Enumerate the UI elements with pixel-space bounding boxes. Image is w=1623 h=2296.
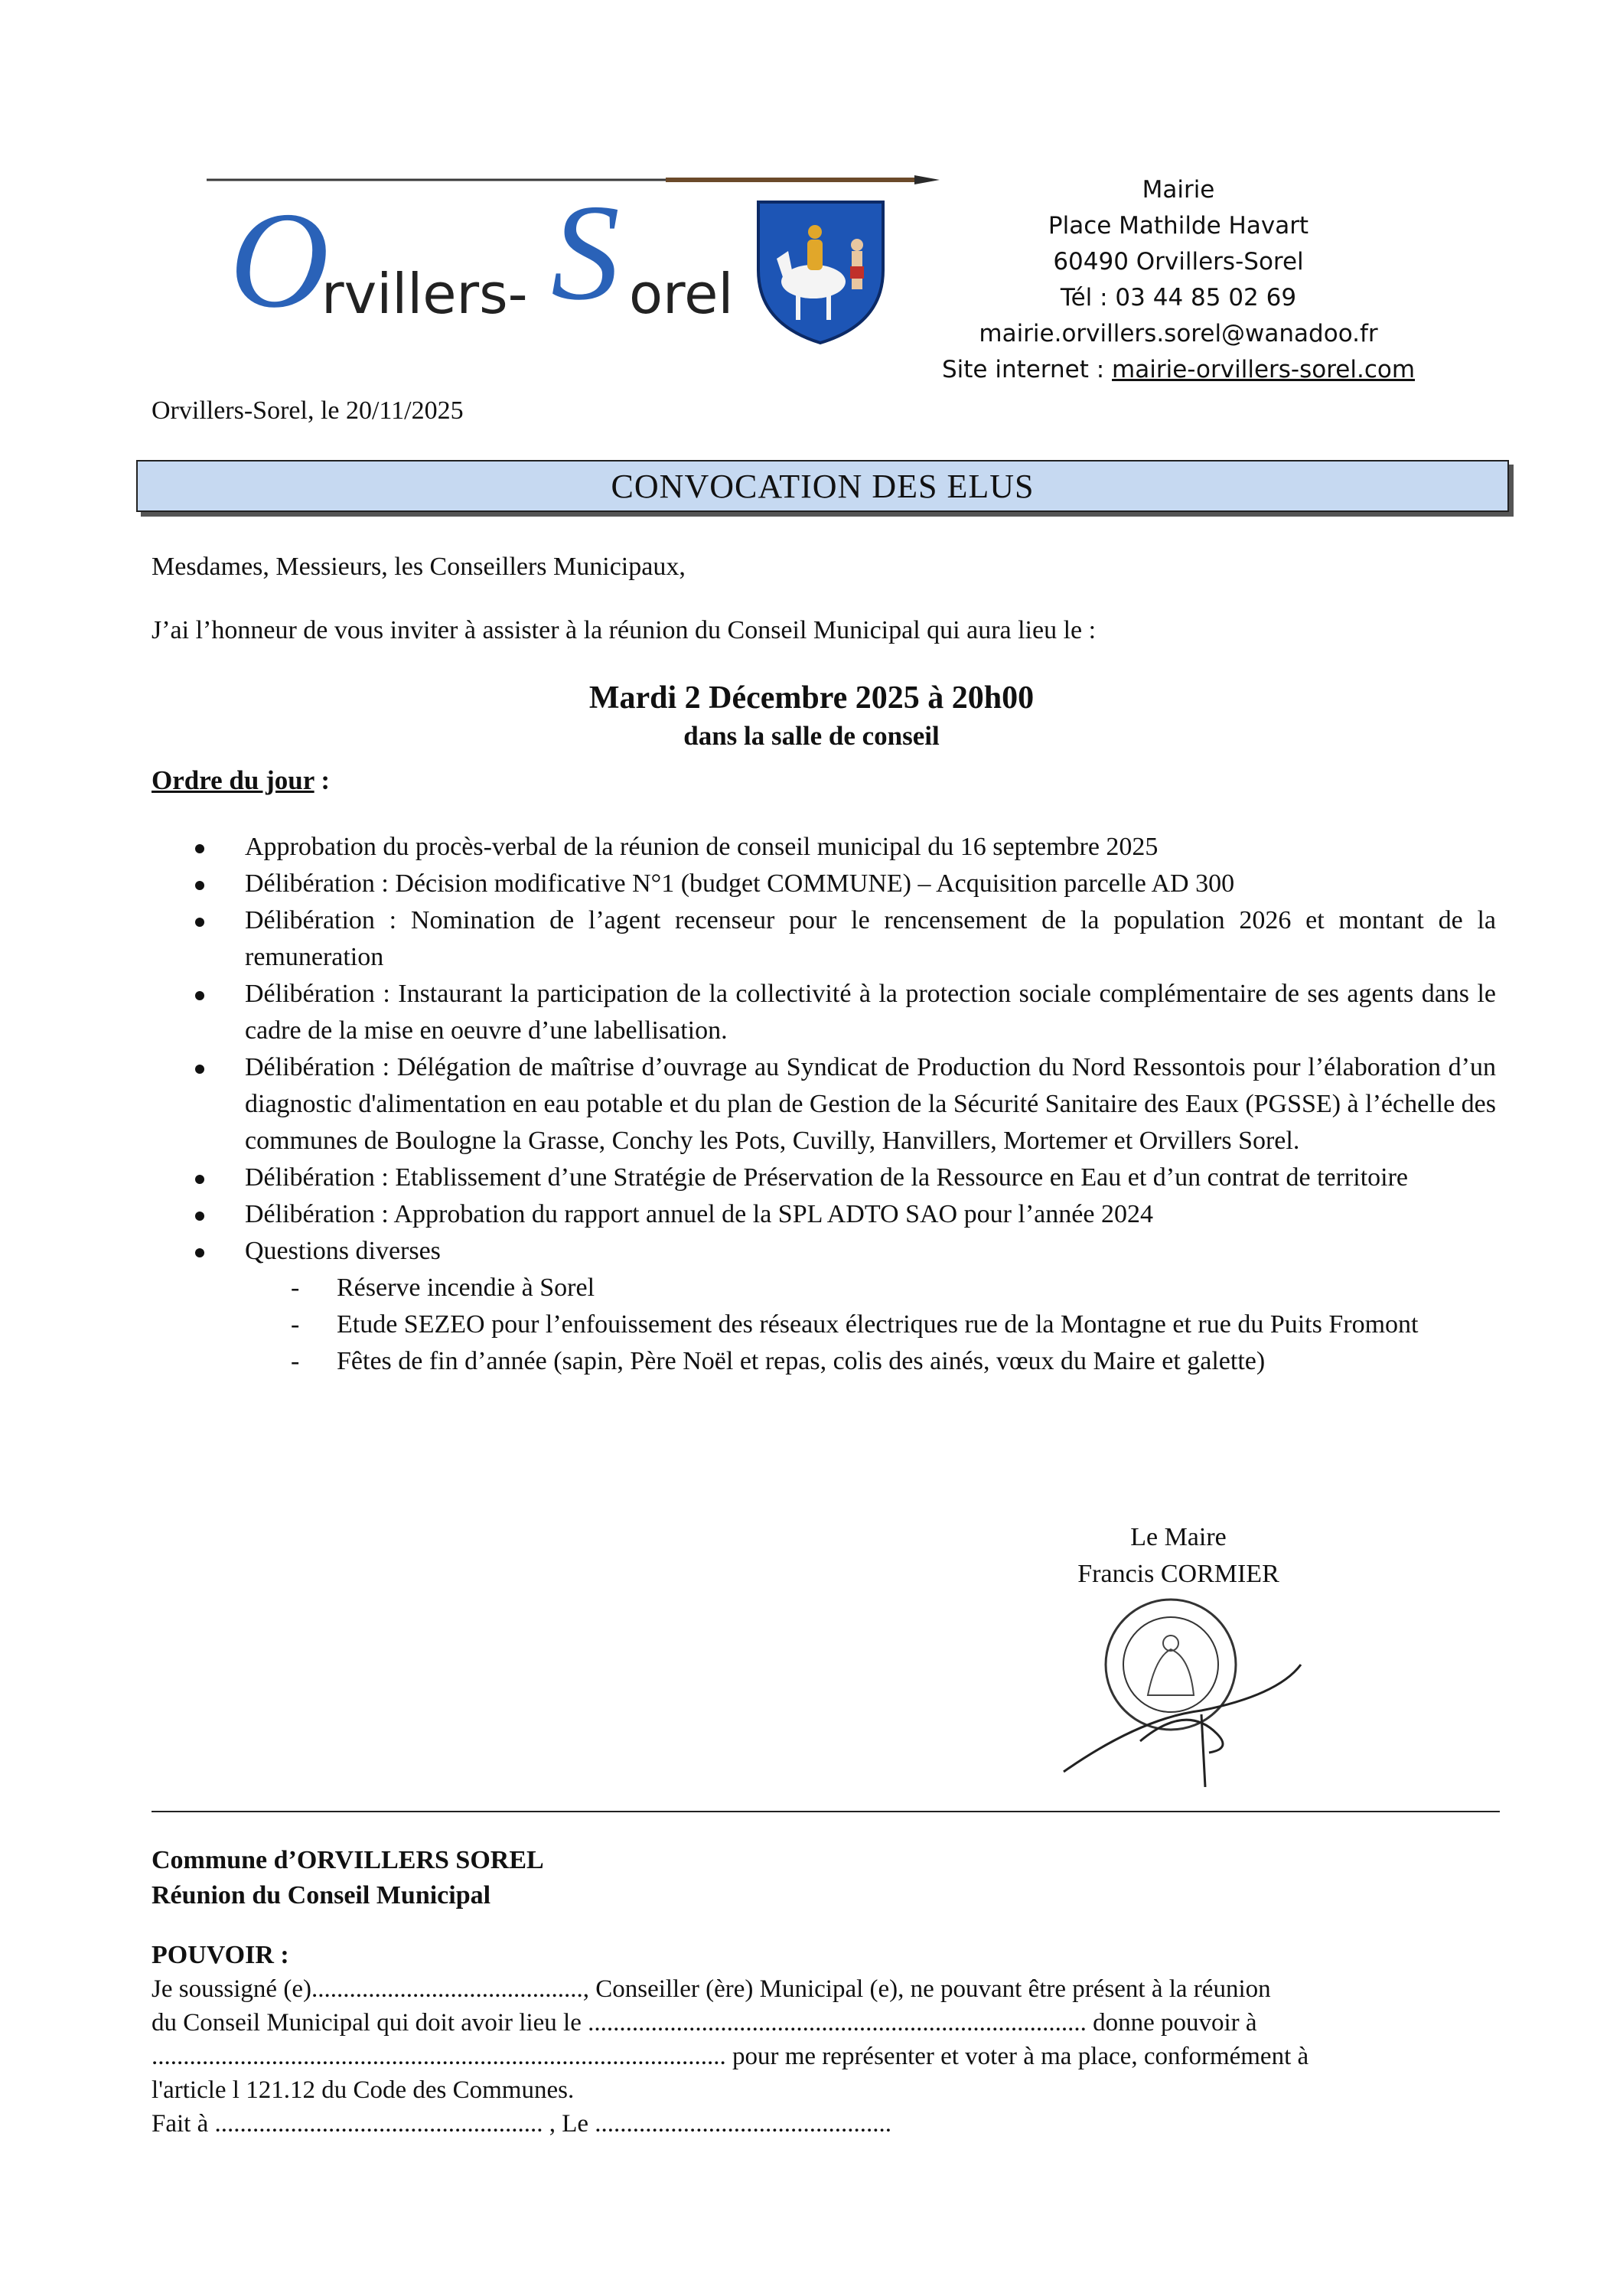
commune-name: Commune d’ORVILLERS SOREL [152, 1846, 544, 1874]
bullet-icon [195, 1065, 204, 1074]
bullet-icon [195, 844, 204, 853]
bullet-icon [195, 991, 204, 1000]
agenda-item: Délibération : Approbation du rapport annuel de la SPL ADTO SAO pour l’année 2024 [195, 1196, 1496, 1233]
meeting-place: dans la salle de conseil [683, 721, 940, 751]
logo-word-sorel: orel [629, 262, 734, 326]
sub-item: - Etude SEZEO pour l’enfouissement des réseaux électriques rue de la Montagne et rue du Puits Fromont [195, 1306, 1496, 1343]
name-field[interactable]: .......................................... [311, 1975, 577, 2003]
dash-icon: - [291, 1310, 300, 1339]
agenda-item: Délibération : Délégation de maîtrise d’ouvrage au Syndicat de Production du Nord Ressontois pour l’élaboration d’un diagnostic d'alimentation en eau potable et du plan de Gestion de la Sécurité Sanitaire des Eaux (PGSSE) à l’échelle des communes de Boulogne la Grasse, Conchy les Pots, Cuvilly, Hanvillers, Mortemer et Orvillers Sorel. [195, 1049, 1496, 1159]
signer-role: Le Maire [1130, 1523, 1227, 1551]
commune-block [152, 1843, 544, 1913]
sub-item: - Réserve incendie à Sorel [195, 1270, 1496, 1306]
bullet-icon [195, 918, 204, 927]
pouvoir-line-4: l'article l 121.12 du Code des Communes. [152, 2076, 575, 2104]
coat-of-arms-icon [754, 197, 888, 347]
mairie-stamp-and-signature [1048, 1588, 1309, 1787]
document-title: CONVOCATION DES ELUS [136, 460, 1509, 512]
pouvoir-title: POUVOIR : [152, 1941, 289, 1969]
pouvoir-line-2: du Conseil Municipal qui doit avoir lieu le ............................................................................... donne pouvoir à [152, 2009, 1257, 2037]
pouvoir-line-5: Fait à .................................................... , Le ............................................... [152, 2110, 892, 2138]
mairie-address [903, 172, 1454, 388]
invitation-text: J’ai l’honneur de vous inviter à assister à la réunion du Conseil Municipal qui aura lieu le : [152, 616, 1097, 644]
ordre-label: Ordre du jour [152, 765, 314, 795]
mairie-website-line [903, 352, 1454, 388]
letter-date: Orvillers-Sorel, le 20/11/2025 [152, 396, 464, 425]
proxy-name-field[interactable]: ........................................................................................... [152, 2043, 726, 2070]
dash-icon: - [291, 1274, 300, 1302]
pouvoir-form [152, 1972, 1483, 2141]
mairie-street: Place Mathilde Havart [1048, 212, 1309, 240]
ordre-colon: : [314, 765, 331, 795]
mairie-city: 60490 Orvillers-Sorel [1053, 248, 1304, 276]
logo-initial-s: S [551, 176, 620, 328]
mairie-name: Mairie [1142, 176, 1215, 204]
date-field[interactable]: ............................................... [595, 2110, 892, 2138]
place-field[interactable]: .................................................... [214, 2110, 543, 2138]
reunion-label: Réunion du Conseil Municipal [152, 1881, 491, 1910]
pouvoir-line-1: Je soussigné (e)..........................................., Conseiller (ère) Municipal (e), ne pouvant être présent à la réunion [152, 1975, 1271, 2003]
separator-line [152, 1811, 1500, 1812]
meeting-date-field[interactable]: ............................................................................... [588, 2009, 1087, 2037]
ordre-du-jour-heading [152, 765, 330, 796]
bullet-icon [195, 1212, 204, 1221]
agenda-item: Questions diverses [195, 1233, 1496, 1270]
sub-item: - Fêtes de fin d’année (sapin, Père Noël et repas, colis des ainés, vœux du Maire et galette) [195, 1343, 1496, 1380]
agenda-item: Délibération : Nomination de l’agent recenseur pour le rencensement de la population 2026 et montant de la remuneration [195, 902, 1496, 976]
website-link[interactable]: mairie-orvillers-sorel.com [1112, 356, 1416, 383]
bullet-icon [195, 881, 204, 890]
meeting-date: Mardi 2 Décembre 2025 à 20h00 [588, 680, 1035, 716]
mairie-phone: Tél : 03 44 85 02 69 [1060, 284, 1297, 311]
agenda-item: Délibération : Décision modificative N°1 (budget COMMUNE) – Acquisition parcelle AD 300 [195, 866, 1496, 902]
salutation: Mesdames, Messieurs, les Conseillers Municipaux, [152, 553, 686, 581]
logo-initial-o: O [230, 184, 329, 336]
logo-word-orvillers: rvillers- [321, 262, 528, 326]
website-label: Site internet : [941, 356, 1105, 383]
logo [230, 176, 750, 336]
bullet-icon [195, 1248, 204, 1257]
bullet-icon [195, 1175, 204, 1184]
signature-block [995, 1519, 1362, 1593]
dash-icon: - [291, 1347, 300, 1375]
mairie-email: mairie.orvillers.sorel@wanadoo.fr [979, 320, 1378, 347]
agenda-list [195, 829, 1496, 1380]
pouvoir-line-3: ........................................................................................... pour me représenter et voter à ma place, conformément à [152, 2043, 1309, 2070]
agenda-item: Délibération : Instaurant la participation de la collectivité à la protection sociale complémentaire de ses agents dans le cadre de la mise en oeuvre d’une labellisation. [195, 976, 1496, 1049]
agenda-item: Délibération : Etablissement d’une Stratégie de Préservation de la Ressource en Eau et d’un contrat de territoire [195, 1159, 1496, 1196]
signer-name: Francis CORMIER [1077, 1560, 1279, 1588]
agenda-item: Approbation du procès-verbal de la réunion de conseil municipal du 16 septembre 2025 [195, 829, 1496, 866]
